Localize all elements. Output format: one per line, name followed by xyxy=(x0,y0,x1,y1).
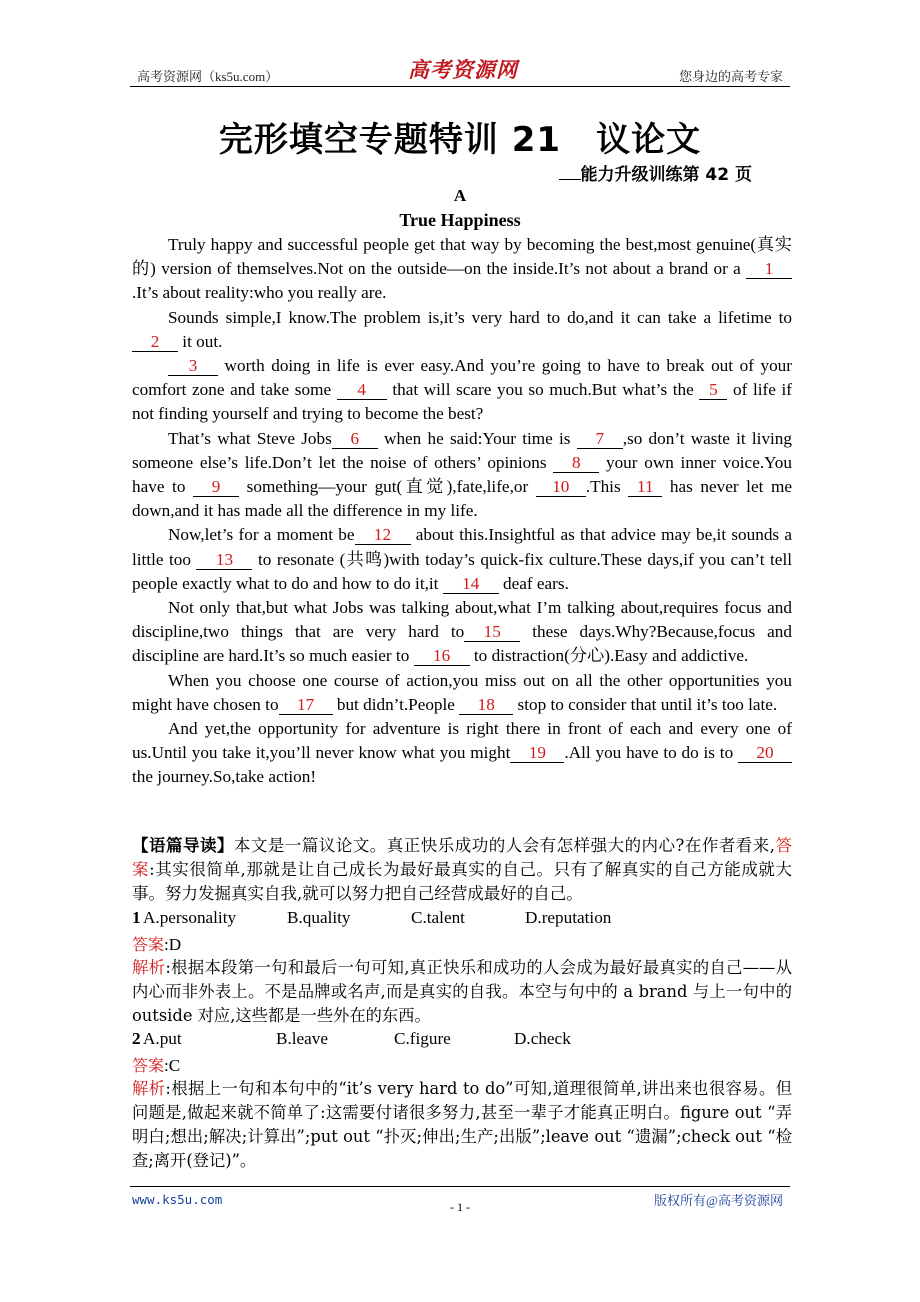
page-number: - 1 - xyxy=(450,1200,470,1214)
blank-5[interactable]: 5 xyxy=(699,380,727,400)
passage-title: True Happiness xyxy=(399,210,521,230)
header-left-text: 高考资源网（ks5u.com） xyxy=(137,69,279,84)
blank-14[interactable]: 14 xyxy=(443,574,499,594)
blank-1[interactable]: 1 xyxy=(746,259,792,279)
blank-16[interactable]: 16 xyxy=(414,646,470,666)
option-d[interactable]: D.reputation xyxy=(525,908,612,927)
paragraph-4: That’s what Steve Jobs 6 when he said:Your time is 7 ,so don’t waste it living someone else’s life.Don’t let the noise of others’ opinions 8 your own inner voice.You have to 9 something—your gut(直觉),fate,life,or 10 .This 11 has never let me down,and it has made all the difference in my life. xyxy=(132,428,792,521)
guide-text-2: :其实很简单,那就是让自己成长为最好最真实的自己。只有了解真实的自己方能成就大事。努力发掘真实自我,就可以努力把自己经营成最好的自己。 xyxy=(132,860,793,903)
blank-8[interactable]: 8 xyxy=(553,453,599,473)
blank-4[interactable]: 4 xyxy=(337,380,387,400)
blank-12[interactable]: 12 xyxy=(355,525,411,545)
section-label: A xyxy=(453,186,467,205)
blank-7[interactable]: 7 xyxy=(577,429,623,449)
header-divider xyxy=(130,86,790,87)
footer-copyright: 版权所有@高考资源网 xyxy=(654,1193,783,1208)
blank-15[interactable]: 15 xyxy=(464,622,520,642)
question-1-answer: 答案:D xyxy=(132,935,182,954)
paragraph-7: When you choose one course of action,you miss out on all the other opportunities you might have chosen to 17 but didn’t.People 18 stop to consider that until it’s too late. xyxy=(132,670,792,714)
question-2-explanation: 解析:根据上一句和本句中的“it’s very hard to do”可知,道理很简单,讲出来也很容易。但问题是,做起来就不简单了:这需要付诸很多努力,甚至一辈子才能真正明白。figure out “弄明白;想出;解决;计算出”;put out “扑灭;伸出;生产;出版”;leave out “遗漏”;check out “检查;离开(登记)”。 xyxy=(132,1079,792,1170)
paragraph-3: 3 worth doing in life is ever easy.And you’re going to have to break out of your comfort zone and take some 4 that will scare you so much.But what’s the 5 of life if not finding yourself and trying to become the best? xyxy=(132,356,792,424)
question-number: 1 xyxy=(132,908,141,927)
blank-3[interactable]: 3 xyxy=(168,356,218,376)
option-c[interactable]: C.talent xyxy=(411,908,465,927)
question-1-explanation: 解析:根据本段第一句和最后一句可知,真正快乐和成功的人会成为最好最真实的自己——从内心而非外表上。不是品牌或名声,而是真实的自我。本空与句中的 a brand 与上一句中的 outside 对应,这些都是一些外在的东西。 xyxy=(132,958,792,1025)
option-d[interactable]: D.check xyxy=(514,1029,571,1048)
footer-divider xyxy=(130,1186,790,1187)
page-title: 完形填空专题特训 21 议论文 xyxy=(218,120,702,160)
header-right-text: 您身边的高考专家 xyxy=(678,69,783,84)
blank-9[interactable]: 9 xyxy=(193,477,239,497)
blank-6[interactable]: 6 xyxy=(332,429,378,449)
guide-text-1: 本文是一篇议论文。真正快乐成功的人会有怎样强大的内心?在作者看来, xyxy=(233,836,776,855)
blank-20[interactable]: 20 xyxy=(738,743,792,763)
question-number: 2 xyxy=(132,1029,141,1048)
passage-guide xyxy=(132,834,792,906)
option-b[interactable]: B.leave xyxy=(276,1029,329,1048)
option-c[interactable]: C.figure xyxy=(394,1029,451,1048)
option-b[interactable]: B.quality xyxy=(287,908,351,927)
page-subtitle: 能力升级训练第 42 页 xyxy=(559,160,753,185)
paragraph-6: Not only that,but what Jobs was talking about,what I’m talking about,requires focus and discipline,two things that are very hard to 15 these days.Why?Because,focus and discipline are hard.It’s so much easier to 16 to distraction(分心).Easy and addictive. xyxy=(132,598,792,666)
blank-11[interactable]: 11 xyxy=(628,477,662,497)
blank-17[interactable]: 17 xyxy=(279,695,333,715)
paragraph-1: Truly happy and successful people get that way by becoming the best,most genuine(真实的) version of themselves.Not on the outside—on the inside.It’s not about a brand or a 1.It’s about reality:who you really are. xyxy=(132,235,792,303)
footer-link[interactable]: www.ks5u.com xyxy=(132,1192,223,1207)
blank-19[interactable]: 19 xyxy=(510,743,564,763)
passage-body xyxy=(132,233,792,790)
paragraph-2: Sounds simple,I know.The problem is,it’s very hard to do,and it can take a lifetime to 2 it out. xyxy=(132,306,792,354)
guide-label: 【语篇导读】 xyxy=(132,836,234,855)
blank-10[interactable]: 10 xyxy=(536,477,586,497)
option-a[interactable]: A.personality xyxy=(143,908,237,927)
question-2-answer: 答案:C xyxy=(132,1056,181,1075)
guide-key: 答案 xyxy=(132,836,793,879)
blank-18[interactable]: 18 xyxy=(459,695,513,715)
paragraph-8: And yet,the opportunity for adventure is right there in front of each and every one of us.Until you take it,you’ll never know what you might 19 .All you have to do is to 20 the journey.So,take action! xyxy=(132,719,792,787)
option-a[interactable]: A.put xyxy=(143,1029,182,1048)
blank-2[interactable]: 2 xyxy=(132,332,178,352)
header-logo: 高考资源网 xyxy=(408,58,518,82)
paragraph-5: Now,let’s for a moment be 12 about this.Insightful as that advice may be,it sounds a little too 13 to resonate (共鸣)with today’s quick-fix culture.These days,if you can’t tell people exactly what to do and how to do it,it 14 deaf ears. xyxy=(132,525,792,593)
blank-13[interactable]: 13 xyxy=(196,550,252,570)
